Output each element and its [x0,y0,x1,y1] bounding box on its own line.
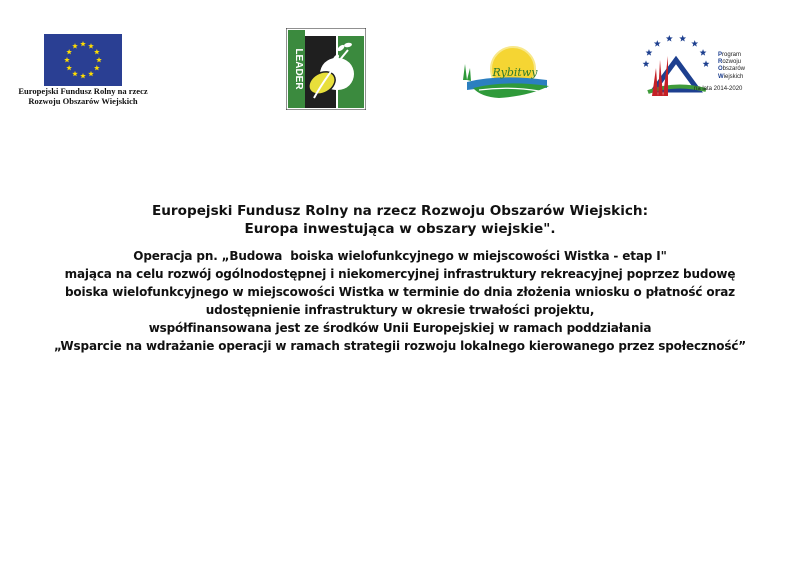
body-line: Operacja pn. „Budowa boiska wielofunkcyjnego w miejscowości Wistka - etap I" [133,249,667,263]
lgd-logo-icon [459,44,555,100]
eu-flag-icon [44,34,122,86]
body-line: mająca na celu rozwój ogólnodostępnej i niekomercyjnej infrastruktury rekreacyjnej poprzez budowę [64,267,736,281]
body-paragraph [0,247,800,355]
lgd-text: Rybitwy [492,66,538,79]
prow-cap: P [718,52,723,58]
body-line: „Wsparcie na wdrażanie operacji w ramach strategii rozwoju lokalnego kierowanego przez społeczność” [53,339,747,353]
lgd-logo [459,44,555,104]
heading-line: Europa inwestująca w obszary wiejskie". [244,221,556,237]
prow-star-icon [666,35,673,42]
leader-logo [286,28,366,114]
prow-star-icon [703,60,710,67]
prow-star-icon [654,40,661,47]
prow-cap: O [718,66,723,73]
prow-star-icon [643,60,650,67]
prow-rest: iejskich [723,73,744,80]
prow-cap: R [718,59,723,66]
prow-rest: bszarów [722,66,746,73]
prow-star-icon [700,49,707,56]
prow-caption [718,52,745,81]
heading [0,202,800,238]
body-line: udostępnienie infrastruktury w okresie trwałości projektu, [205,303,595,317]
eu-caption [8,86,158,106]
leader-logo-icon [286,28,366,110]
main-content [0,202,800,355]
heading-line: Europejski Fundusz Rolny na rzecz Rozwoju Obszarów Wiejskich: [151,203,649,219]
eu-caption-line2: Rozwoju Obszarów Wiejskich [28,96,138,106]
prow-star-icon [691,40,698,47]
prow-caption-line [718,59,745,66]
leader-text: LEADER [293,48,304,90]
prow-star-icon [679,35,686,42]
prow-caption-line [718,52,745,59]
eu-caption-line1: Europejski Fundusz Rolny na rzecz [18,86,148,96]
body-line: boiska wielofunkcyjnego w miejscowości Wistka w terminie do dnia złożenia wniosku o płatność oraz [64,285,736,299]
prow-logo [636,30,746,104]
prow-rest: ozwoju [722,59,742,66]
eu-logo [8,34,158,106]
prow-years: na lata 2014-2020 [694,86,743,92]
prow-star-icon [646,49,653,56]
prow-caption-line [718,74,745,81]
prow-rest: rogram [722,52,742,58]
prow-cap: W [718,73,724,80]
body-line: współfinansowana jest ze środków Unii Europejskiej w ramach poddziałania [148,321,652,335]
prow-caption-line [718,66,745,73]
